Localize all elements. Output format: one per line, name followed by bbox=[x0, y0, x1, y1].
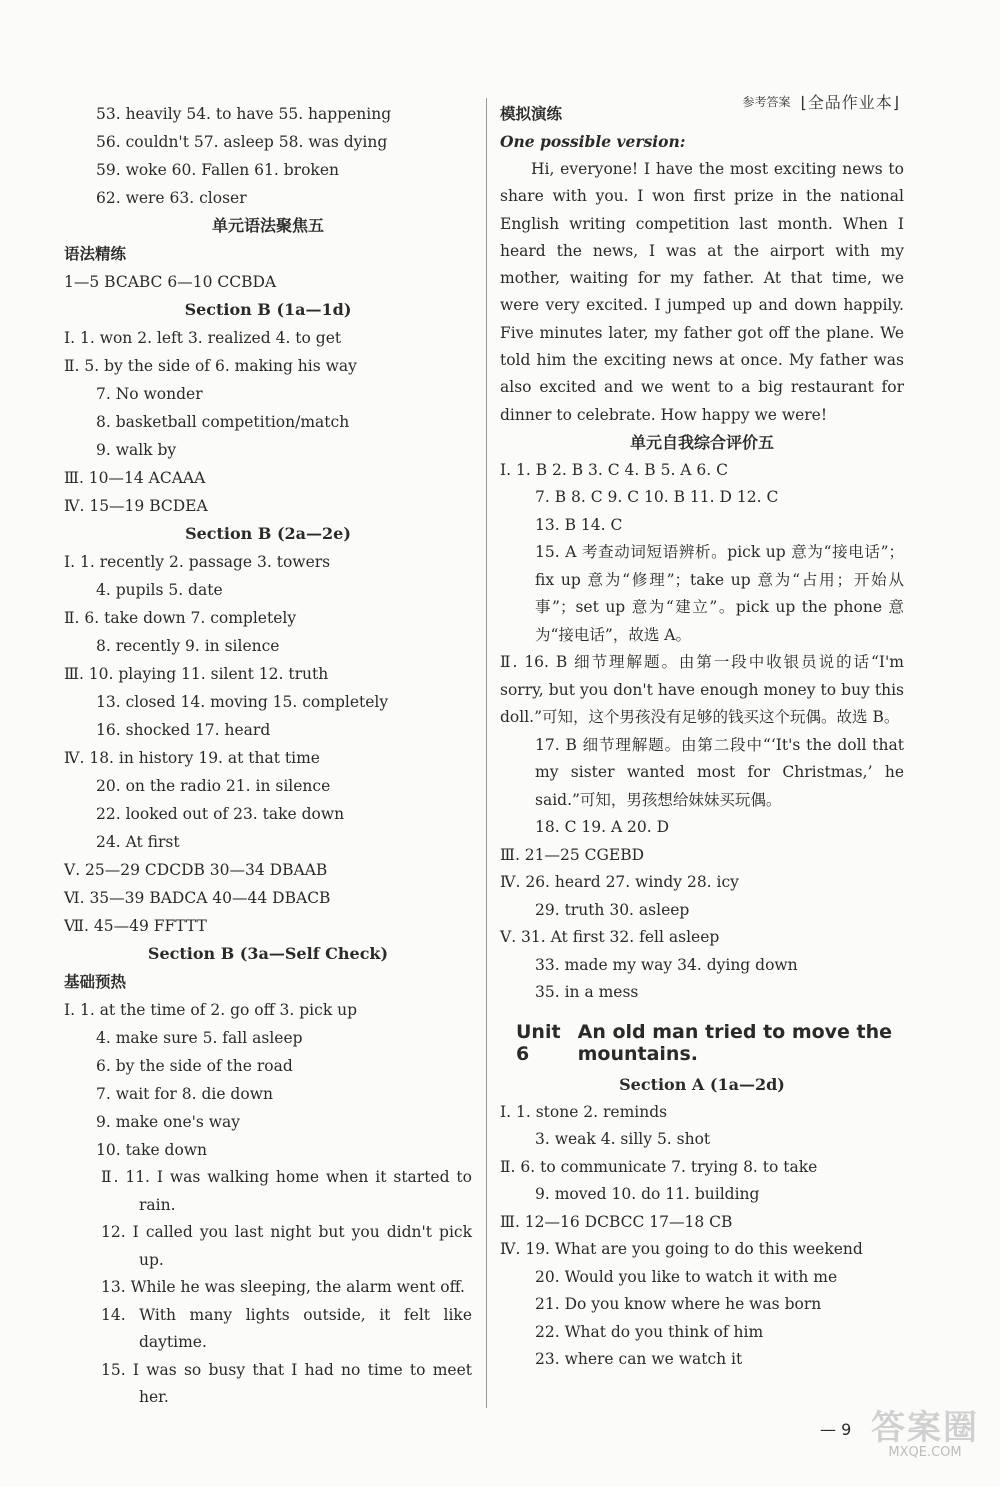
answer-line: 7. B 8. C 9. C 10. B 11. D 12. C bbox=[535, 488, 779, 507]
answer-line: 9. walk by bbox=[96, 441, 177, 459]
sample-essay: Hi, everyone! I have the most exciting news to share with you. I won first prize in the national English writing competition last month. When I heard the news, I was at the airport with my mother, waiting for my father. At that time, we were very excited. I jumped up and down happily. Five minutes later, my father got off the plane. We told him the exciting news at once. My father was also excited and we went to a big restaurant for dinner to celebrate. How happy we were! bbox=[500, 160, 904, 424]
column-divider bbox=[486, 98, 487, 1408]
answer-line: Ⅰ. 1. recently 2. passage 3. towers bbox=[64, 553, 331, 571]
answer-line: 9. moved 10. do 11. building bbox=[535, 1185, 760, 1204]
answer-line: Ⅲ. 10—14 ACAAA bbox=[64, 469, 206, 487]
subsection-heading: 模拟演练 bbox=[500, 105, 563, 123]
answer-line: Ⅴ. 31. At first 32. fell asleep bbox=[500, 928, 720, 947]
answer-line: Ⅳ. 19. What are you going to do this weekend bbox=[500, 1240, 863, 1259]
answer-explanation: Ⅱ. 16. B 细节理解题。由第一段中收银员说的话“I'm sorry, but you don't have enough money to buy this doll.”可知，这个男孩没有足够的钱买这个玩偶。故选 B。 bbox=[500, 653, 904, 727]
answer-explanation: 17. B 细节理解题。由第二段中“‘It's the doll that my sister wanted most for Christmas,’ he said.”可知，男孩想给妹妹买玩偶。 bbox=[535, 735, 904, 809]
answer-explanation: 15. A 考查动词短语辨析。pick up 意为“接电话”；fix up 意为“修理”；take up 意为“占用；开始从事”；set up 意为“建立”。pick up the phone 意为“接电话”，故选 A。 bbox=[535, 543, 904, 644]
answer-line: 33. made my way 34. dying down bbox=[535, 955, 798, 974]
unit-title bbox=[500, 1021, 904, 1065]
answer-line: 12. I called you last night but you didn't pick up. bbox=[101, 1223, 472, 1269]
section-heading: Section A (1a—2d) bbox=[619, 1074, 785, 1094]
answer-line: Ⅰ. 1. at the time of 2. go off 3. pick up bbox=[64, 1001, 358, 1019]
subsection-heading: 基础预热 bbox=[64, 973, 127, 991]
answer-line: 29. truth 30. asleep bbox=[535, 900, 690, 919]
answer-line: 14. With many lights outside, it felt like daytime. bbox=[101, 1305, 472, 1351]
page-number: — 9 bbox=[820, 1420, 852, 1439]
unit-label: Unit 6 bbox=[516, 1020, 561, 1065]
header-label: 参考答案 bbox=[742, 95, 791, 109]
answer-line: 22. looked out of 23. take down bbox=[96, 805, 345, 823]
answer-line: 9. make one's way bbox=[96, 1113, 241, 1131]
answer-line: 6. by the side of the road bbox=[96, 1057, 293, 1075]
answer-line: Ⅲ. 12—16 DCBCC 17—18 CB bbox=[500, 1212, 733, 1231]
section-heading: Section B (3a—Self Check) bbox=[147, 944, 389, 963]
answer-line: 24. At first bbox=[96, 833, 180, 851]
answer-line: 62. were 63. closer bbox=[96, 189, 247, 207]
answer-line: Ⅰ. 1. stone 2. reminds bbox=[500, 1102, 668, 1121]
answer-line: 21. Do you know where he was born bbox=[535, 1295, 822, 1314]
answer-line: 16. shocked 17. heard bbox=[96, 721, 271, 739]
left-column bbox=[64, 100, 472, 1412]
answer-line: 10. take down bbox=[96, 1141, 208, 1159]
section-heading: Section B (2a—2e) bbox=[185, 524, 351, 543]
section-heading: 单元自我综合评价五 bbox=[629, 432, 774, 452]
answer-line: 3. weak 4. silly 5. shot bbox=[535, 1130, 711, 1149]
answer-line: Ⅳ. 15—19 BCDEA bbox=[64, 497, 208, 515]
answer-line: Ⅱ. 6. to communicate 7. trying 8. to take bbox=[500, 1157, 818, 1176]
section-heading: Section B (1a—1d) bbox=[184, 300, 352, 319]
answer-line: 13. While he was sleeping, the alarm went off. bbox=[101, 1278, 465, 1296]
answer-line: Ⅰ. 1. B 2. B 3. C 4. B 5. A 6. C bbox=[500, 460, 728, 479]
answer-line: 15. I was so busy that I had no time to meet her. bbox=[101, 1360, 472, 1406]
answer-line: 4. pupils 5. date bbox=[96, 581, 223, 599]
answer-line: Ⅵ. 35—39 BADCA 40—44 DBACB bbox=[64, 889, 331, 907]
answer-line: 22. What do you think of him bbox=[535, 1322, 764, 1341]
answer-line: 8. basketball competition/match bbox=[96, 413, 350, 431]
watermark-url: MXQE.COM bbox=[888, 1445, 962, 1460]
answer-line: Ⅳ. 26. heard 27. windy 28. icy bbox=[500, 873, 739, 892]
answer-line: 59. woke 60. Fallen 61. broken bbox=[96, 161, 339, 179]
answer-line: 13. B 14. C bbox=[535, 515, 623, 534]
answer-line: 20. on the radio 21. in silence bbox=[96, 777, 331, 795]
answer-line: Ⅲ. 21—25 CGEBD bbox=[500, 845, 645, 864]
answer-line: Ⅰ. 1. won 2. left 3. realized 4. to get bbox=[64, 329, 342, 347]
answer-line: 18. C 19. A 20. D bbox=[535, 818, 670, 837]
answer-line: 56. couldn't 57. asleep 58. was dying bbox=[96, 133, 388, 151]
section-heading: 单元语法聚焦五 bbox=[211, 216, 324, 235]
watermark bbox=[870, 1400, 980, 1475]
answer-line: Ⅴ. 25—29 CDCDB 30—34 DBAAB bbox=[64, 861, 328, 879]
answer-line: 53. heavily 54. to have 55. happening bbox=[96, 105, 392, 123]
answer-line: 8. recently 9. in silence bbox=[96, 637, 280, 655]
answer-line: 13. closed 14. moving 15. completely bbox=[96, 693, 389, 711]
right-column bbox=[500, 100, 904, 1374]
answer-line: Ⅳ. 18. in history 19. at that time bbox=[64, 749, 320, 767]
answer-line: Ⅱ. 11. I was walking home when it started to rain. bbox=[101, 1168, 472, 1214]
answer-line: Ⅲ. 10. playing 11. silent 12. truth bbox=[64, 665, 329, 683]
subsection-heading: 语法精练 bbox=[64, 245, 127, 263]
watermark-logo: 答案圈 bbox=[871, 1408, 979, 1448]
unit-name: An old man tried to move the mountains. bbox=[577, 1020, 893, 1065]
answer-line: Ⅶ. 45—49 FFTTT bbox=[64, 917, 207, 935]
answer-line: Ⅱ. 6. take down 7. completely bbox=[64, 609, 297, 627]
answer-line: 1—5 BCABC 6—10 CCBDA bbox=[64, 273, 277, 291]
answer-line: Ⅱ. 5. by the side of 6. making his way bbox=[64, 357, 357, 375]
answer-line: 20. Would you like to watch it with me bbox=[535, 1267, 838, 1286]
answer-line: 7. wait for 8. die down bbox=[96, 1085, 273, 1103]
header-brand: ⌊全品作业本⌋ bbox=[800, 93, 900, 112]
answer-line: 7. No wonder bbox=[96, 385, 203, 403]
version-label: One possible version: bbox=[500, 132, 686, 151]
answer-line: 35. in a mess bbox=[535, 983, 639, 1002]
answer-line: 23. where can we watch it bbox=[535, 1350, 743, 1369]
answer-line: 4. make sure 5. fall asleep bbox=[96, 1029, 303, 1047]
